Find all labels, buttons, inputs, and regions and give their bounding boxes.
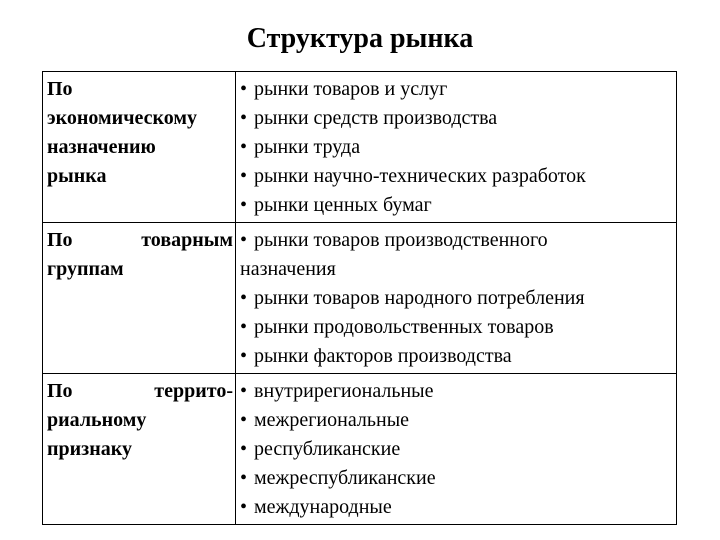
criterion-line: По — [47, 78, 73, 100]
bullet-icon: • — [240, 165, 248, 187]
bullet-icon: • — [240, 136, 248, 158]
criterion-line — [47, 226, 233, 255]
criterion-cell — [43, 374, 236, 525]
bullet-icon: • — [240, 316, 248, 338]
table-row — [43, 223, 677, 374]
table-row — [43, 374, 677, 525]
page-title — [0, 22, 720, 56]
list-item: • внутрирегиональные — [240, 377, 674, 406]
bullet-icon: • — [240, 438, 248, 460]
criterion-line: рынка — [47, 165, 107, 187]
criterion-line: группам — [47, 258, 124, 280]
list-item: • межрегиональные — [240, 406, 674, 435]
criterion-word: товарным — [141, 229, 233, 251]
criterion-cell — [43, 72, 236, 223]
item-list — [240, 75, 674, 220]
criterion-line: признаку — [47, 438, 132, 460]
criterion-word: террито- — [154, 380, 233, 402]
items-cell — [236, 223, 677, 374]
bullet-icon: • — [240, 345, 248, 367]
criterion-word: По — [47, 229, 73, 251]
list-item: • рынки товаров производственного — [240, 226, 674, 255]
criterion-word: По — [47, 380, 73, 402]
bullet-icon: • — [240, 380, 248, 402]
title-text: Структура рынка — [246, 23, 474, 54]
criterion-line — [47, 377, 233, 406]
list-item-continuation: назначения — [240, 258, 336, 280]
list-item: • рынки ценных бумаг — [240, 191, 674, 220]
bullet-icon: • — [240, 229, 248, 251]
list-item: • рынки научно-технических разработок — [240, 162, 674, 191]
list-item: • рынки труда — [240, 133, 674, 162]
market-structure-table — [42, 71, 677, 525]
list-item: • межреспубликанские — [240, 464, 674, 493]
criterion-line: назначению — [47, 136, 156, 158]
bullet-icon: • — [240, 496, 248, 518]
items-cell — [236, 374, 677, 525]
list-item: • республиканские — [240, 435, 674, 464]
bullet-icon: • — [240, 409, 248, 431]
bullet-icon: • — [240, 107, 248, 129]
table-row — [43, 72, 677, 223]
item-list — [240, 377, 674, 522]
list-item: • рынки средств производства — [240, 104, 674, 133]
item-list — [240, 226, 674, 371]
list-item: • рынки факторов производства — [240, 342, 674, 371]
criterion-line: экономическому — [47, 107, 197, 129]
bullet-icon: • — [240, 78, 248, 100]
criterion-line: риальному — [47, 409, 147, 431]
list-item: • рынки продовольственных товаров — [240, 313, 674, 342]
list-item: • рынки товаров и услуг — [240, 75, 674, 104]
items-cell — [236, 72, 677, 223]
list-item: • рынки товаров народного потребления — [240, 284, 674, 313]
list-item: • международные — [240, 493, 674, 522]
criterion-cell — [43, 223, 236, 374]
bullet-icon: • — [240, 287, 248, 309]
bullet-icon: • — [240, 194, 248, 216]
bullet-icon: • — [240, 467, 248, 489]
